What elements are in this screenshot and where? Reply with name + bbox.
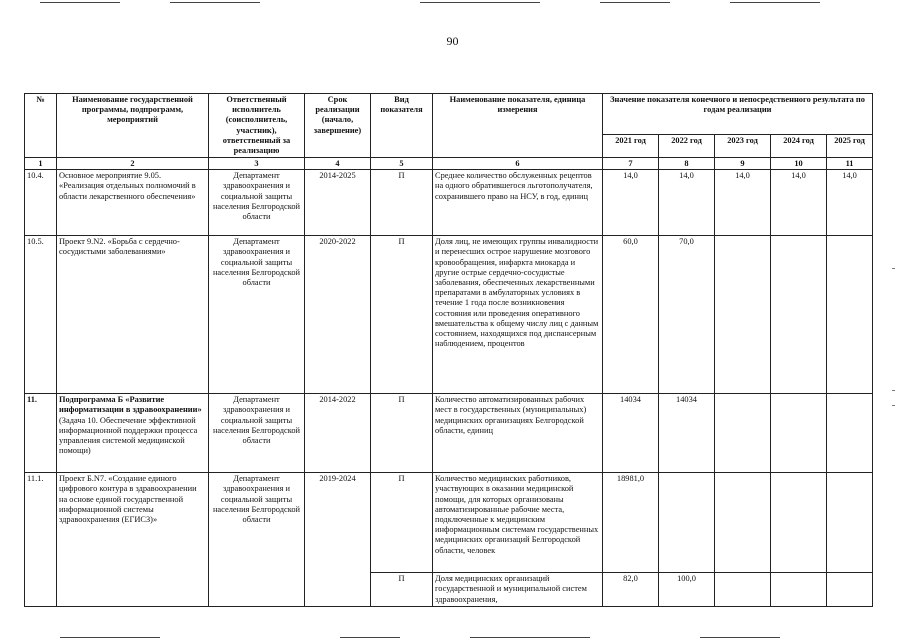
row-value — [771, 236, 827, 394]
row-name: Проект Б.N7. «Создание единого цифрового контура в здравоохранении на основе единой государственной информационной системы здравоохранения (ЕГИСЗ)» — [57, 473, 209, 607]
top-edge-rule — [600, 2, 670, 3]
header-year: 2023 год — [715, 135, 771, 158]
row-name: Основное мероприятие 9.05. «Реализация отдельных полномочий в области лекарственного обеспечения» — [57, 170, 209, 236]
row-value — [827, 473, 873, 573]
row-type: П — [371, 236, 433, 394]
header-executor: Ответственный исполнитель (соисполнитель, участник), ответственный за реализацию — [209, 94, 305, 158]
row-value: 14,0 — [827, 170, 873, 236]
row-number: 11. — [25, 394, 57, 473]
row-type: П — [371, 473, 433, 573]
row-indicator: Количество автоматизированных рабочих мест в государственных (муниципальных) медицинских организациях Белгородской области, единиц — [433, 394, 603, 473]
row-value: 14034 — [603, 394, 659, 473]
row-value — [827, 236, 873, 394]
row-executor: Департамент здравоохранения и социальной защиты населения Белгородской области — [209, 473, 305, 607]
header-year: 2022 год — [659, 135, 715, 158]
column-number: 8 — [659, 158, 715, 170]
row-value: 14,0 — [715, 170, 771, 236]
row-value — [771, 573, 827, 607]
row-indicator: Доля лиц, не имеющих группы инвалидности и перенесших острое нарушение мозгового кровообращения, инфаркта миокарда и другие острые сердечно-сосудистые заболевания, обеспеченных лекарственными препаратами в амбулаторных условиях в течение 1 года после возникновения состояния или проведения оперативного вмешательства к общему числу лиц с данным состоянием, находящихся под диспансерным наблюдением, процентов — [433, 236, 603, 394]
column-number: 7 — [603, 158, 659, 170]
row-number: 11.1. — [25, 473, 57, 607]
column-number: 9 — [715, 158, 771, 170]
row-type: П — [371, 394, 433, 473]
top-edge-rule — [420, 2, 540, 3]
row-value — [771, 394, 827, 473]
scan-mark — [892, 405, 895, 406]
row-name: Проект 9.N2. «Борьба с сердечно-сосудистыми заболеваниями» — [57, 236, 209, 394]
row-name — [57, 394, 209, 473]
row-value: 82,0 — [603, 573, 659, 607]
column-number-row — [25, 158, 873, 170]
table-row — [25, 236, 873, 394]
row-value: 100,0 — [659, 573, 715, 607]
bottom-edge-rule — [470, 637, 590, 638]
row-value — [715, 573, 771, 607]
column-number: 2 — [57, 158, 209, 170]
page-number: 90 — [446, 34, 459, 48]
row-executor: Департамент здравоохранения и социальной защиты населения Белгородской области — [209, 394, 305, 473]
header-no: № — [25, 94, 57, 158]
header-type: Вид показателя — [371, 94, 433, 158]
bottom-edge-rule — [60, 637, 160, 638]
column-number: 4 — [305, 158, 371, 170]
row-type: П — [371, 573, 433, 607]
column-number: 3 — [209, 158, 305, 170]
row-number: 10.5. — [25, 236, 57, 394]
header-year: 2021 год — [603, 135, 659, 158]
row-executor: Департамент здравоохранения и социальной защиты населения Белгородской области — [209, 236, 305, 394]
header-term: Срок реализации (начало, завершение) — [305, 94, 371, 158]
row-executor: Департамент здравоохранения и социальной защиты населения Белгородской области — [209, 170, 305, 236]
row-value: 14,0 — [659, 170, 715, 236]
header-year: 2024 год — [771, 135, 827, 158]
scan-mark — [892, 268, 895, 269]
row-value — [827, 394, 873, 473]
header-values-group: Значение показателя конечного и непосредственного результата по годам реализации — [603, 94, 873, 135]
column-number: 11 — [827, 158, 873, 170]
top-edge-rule — [40, 2, 120, 3]
row-term: 2014-2022 — [305, 394, 371, 473]
bottom-edge-rule — [700, 637, 780, 638]
row-value — [715, 394, 771, 473]
row-value — [715, 236, 771, 394]
row-value: 70,0 — [659, 236, 715, 394]
row-type: П — [371, 170, 433, 236]
column-number: 1 — [25, 158, 57, 170]
row-value: 60,0 — [603, 236, 659, 394]
scan-mark — [892, 390, 895, 391]
table-row — [25, 394, 873, 473]
row-term: 2019-2024 — [305, 473, 371, 607]
bottom-edge-rule — [340, 637, 400, 638]
row-indicator: Доля медицинских организаций государственной и муниципальной систем здравоохранения, — [433, 573, 603, 607]
header-row — [25, 94, 873, 135]
table-row — [25, 170, 873, 236]
column-number: 6 — [433, 158, 603, 170]
row-value — [659, 473, 715, 573]
row-indicator: Количество медицинских работников, участвующих в оказании медицинской помощи, для которых организованы автоматизированные рабочие места, подключенные к медицинским информационным системам государственных медицинских организаций Белгородской области, человек — [433, 473, 603, 573]
row-term: 2020-2022 — [305, 236, 371, 394]
row-indicator: Среднее количество обслуженных рецептов на одного обратившегося льготополучателя, сохранившего право на НСУ, в год, единиц — [433, 170, 603, 236]
row-value: 14034 — [659, 394, 715, 473]
row-value — [771, 473, 827, 573]
row-value — [715, 473, 771, 573]
header-year: 2025 год — [827, 135, 873, 158]
row-value: 14,0 — [603, 170, 659, 236]
program-table — [24, 93, 873, 607]
header-indicator: Наименование показателя, единица измерения — [433, 94, 603, 158]
row-value: 18981,0 — [603, 473, 659, 573]
table-row — [25, 473, 873, 573]
row-value: 14,0 — [771, 170, 827, 236]
row-number: 10.4. — [25, 170, 57, 236]
column-number: 5 — [371, 158, 433, 170]
top-edge-rule — [170, 2, 260, 3]
top-edge-rule — [730, 2, 820, 3]
row-value — [827, 573, 873, 607]
column-number: 10 — [771, 158, 827, 170]
subprogram-task: (Задача 10. Обеспечение эффективной информационной поддержки процесса управления системой медицинской помощи) — [59, 415, 198, 456]
row-term: 2014-2025 — [305, 170, 371, 236]
subprogram-title: Подпрограмма Б «Развитие информатизации в здравоохранении» — [59, 395, 202, 415]
header-name: Наименование государственной программы, подпрограмм, мероприятий — [57, 94, 209, 158]
